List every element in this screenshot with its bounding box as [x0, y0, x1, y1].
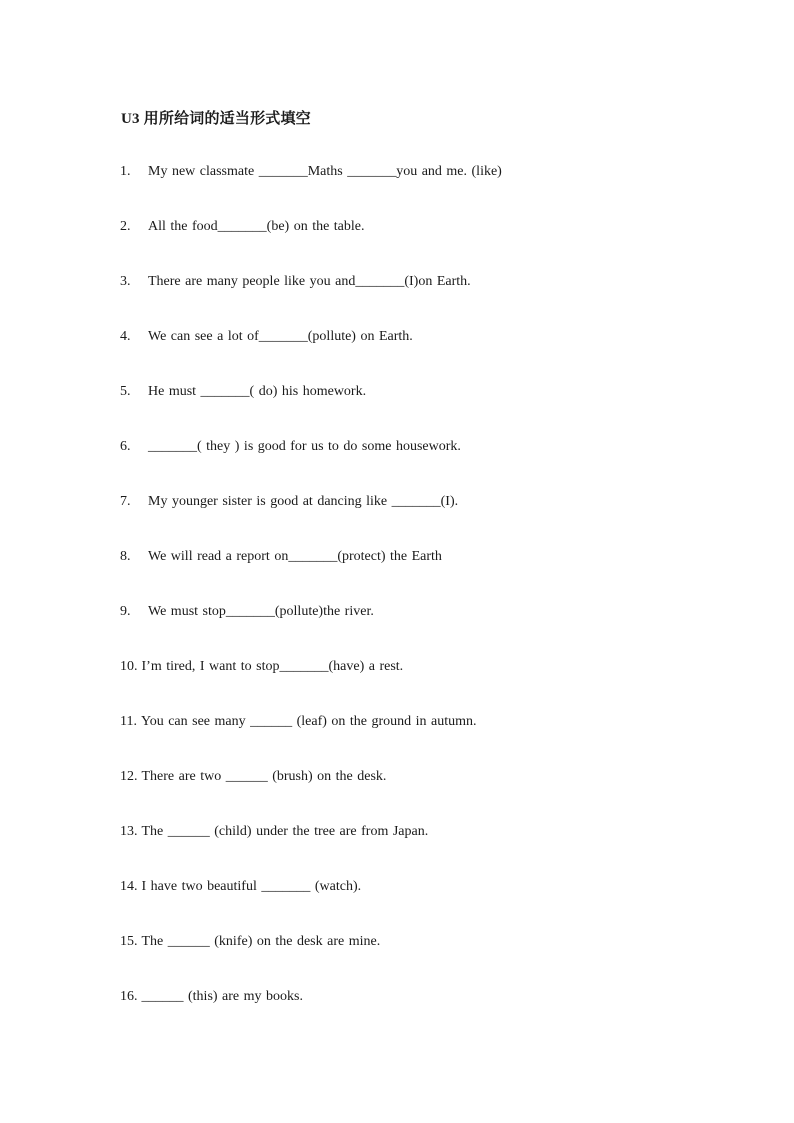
item-text: _______( they ) is good for us to do some housework. — [148, 439, 461, 454]
exercise-item — [120, 876, 720, 931]
item-number: 13. — [120, 824, 138, 839]
exercise-item — [120, 436, 720, 491]
exercise-list — [120, 161, 720, 1041]
exercise-item — [120, 711, 720, 766]
item-number: 7. — [120, 494, 131, 509]
item-number: 15. — [120, 934, 138, 949]
item-text: ______ (this) are my books. — [141, 989, 303, 1004]
item-text: All the food_______(be) on the table. — [148, 219, 365, 234]
item-number: 3. — [120, 274, 131, 289]
exercise-item — [120, 656, 720, 711]
item-number: 12. — [120, 769, 138, 784]
exercise-item — [120, 216, 720, 271]
item-text: My younger sister is good at dancing like _______(I). — [148, 494, 459, 509]
exercise-item — [120, 601, 720, 656]
item-number: 14. — [120, 879, 138, 894]
exercise-item — [120, 491, 720, 546]
exercise-item — [120, 161, 720, 216]
exercise-item — [120, 766, 720, 821]
item-number: 10. — [120, 659, 138, 674]
item-number: 1. — [120, 164, 131, 179]
item-number: 6. — [120, 439, 131, 454]
item-text: My new classmate _______Maths _______you and me. (like) — [148, 164, 502, 179]
item-number: 8. — [120, 549, 131, 564]
item-text: You can see many ______ (leaf) on the ground in autumn. — [140, 714, 477, 729]
item-number: 5. — [120, 384, 131, 399]
item-number: 16. — [120, 989, 138, 1004]
exercise-item — [120, 546, 720, 601]
item-text: We will read a report on_______(protect) the Earth — [148, 549, 442, 564]
exercise-item — [120, 821, 720, 876]
item-number: 11. — [120, 714, 137, 729]
item-number: 9. — [120, 604, 131, 619]
worksheet-title: U3 用所给词的适当形式填空 — [121, 111, 311, 127]
item-text: We can see a lot of_______(pollute) on Earth. — [148, 329, 413, 344]
item-text: I have two beautiful _______ (watch). — [141, 879, 362, 894]
exercise-item — [120, 931, 720, 986]
exercise-item — [120, 326, 720, 381]
exercise-item — [120, 271, 720, 326]
exercise-item — [120, 381, 720, 436]
exercise-item — [120, 986, 720, 1041]
item-number: 2. — [120, 219, 131, 234]
item-text: The ______ (knife) on the desk are mine. — [141, 934, 381, 949]
item-text: We must stop_______(pollute)the river. — [148, 604, 374, 619]
item-text: He must _______( do) his homework. — [148, 384, 367, 399]
item-text: The ______ (child) under the tree are from Japan. — [141, 824, 429, 839]
item-text: There are many people like you and_______(I)on Earth. — [148, 274, 471, 289]
item-text: I’m tired, I want to stop_______(have) a rest. — [141, 659, 404, 674]
item-text: There are two ______ (brush) on the desk. — [141, 769, 387, 784]
item-number: 4. — [120, 329, 131, 344]
